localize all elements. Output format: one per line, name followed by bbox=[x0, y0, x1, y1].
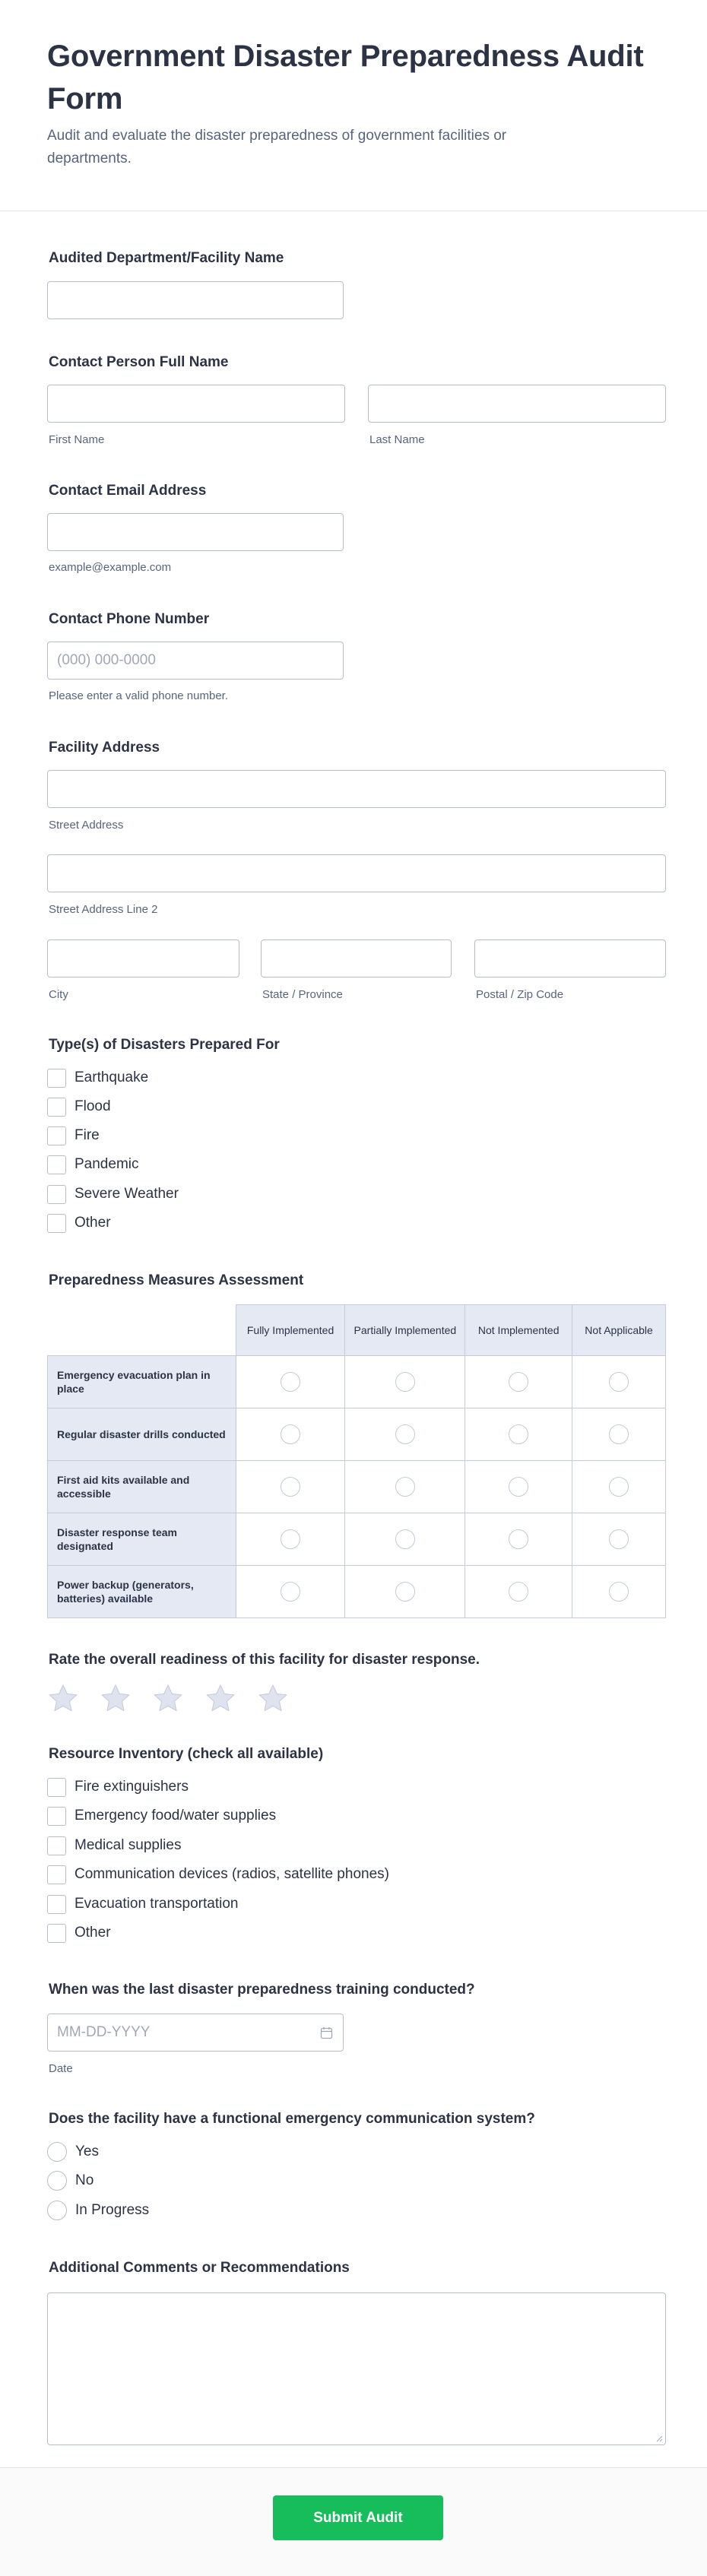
option-label: Pandemic bbox=[75, 1156, 139, 1172]
measures-matrix bbox=[47, 1304, 666, 1618]
matrix-cell[interactable] bbox=[236, 1356, 345, 1408]
measures-label: Preparedness Measures Assessment bbox=[49, 1272, 304, 1288]
checkbox[interactable] bbox=[47, 1069, 66, 1088]
matrix-radio[interactable] bbox=[609, 1582, 629, 1602]
checkbox[interactable] bbox=[47, 1126, 66, 1145]
resources-label: Resource Inventory (check all available) bbox=[49, 1746, 324, 1762]
star-icon[interactable] bbox=[257, 1683, 289, 1715]
option-label: Earthquake bbox=[75, 1069, 149, 1085]
department-input[interactable] bbox=[47, 281, 344, 319]
matrix-radio[interactable] bbox=[609, 1372, 629, 1392]
disaster-option[interactable] bbox=[47, 1212, 111, 1234]
resource-option[interactable] bbox=[47, 1835, 181, 1856]
checkbox[interactable] bbox=[47, 1778, 66, 1797]
matrix-row-header: Emergency evacuation plan in place bbox=[48, 1356, 236, 1408]
last-name-input[interactable] bbox=[368, 385, 666, 423]
matrix-row bbox=[48, 1566, 666, 1618]
matrix-radio[interactable] bbox=[395, 1477, 415, 1497]
matrix-cell[interactable] bbox=[345, 1461, 465, 1513]
city-input[interactable] bbox=[47, 939, 239, 977]
last-name-sublabel: Last Name bbox=[369, 433, 425, 446]
matrix-row-header: Disaster response team designated bbox=[48, 1513, 236, 1566]
matrix-cell[interactable] bbox=[465, 1408, 572, 1461]
option-label: No bbox=[75, 2172, 94, 2188]
disaster-option[interactable] bbox=[47, 1125, 100, 1146]
email-input[interactable] bbox=[47, 513, 344, 551]
checkbox[interactable] bbox=[47, 1098, 66, 1117]
matrix-column-header: Not Applicable bbox=[572, 1305, 666, 1356]
matrix-radio[interactable] bbox=[609, 1424, 629, 1444]
matrix-cell[interactable] bbox=[572, 1461, 666, 1513]
first-name-input[interactable] bbox=[47, 385, 345, 423]
zip-sublabel: Postal / Zip Code bbox=[476, 988, 564, 1001]
checkbox[interactable] bbox=[47, 1836, 66, 1855]
communication-option[interactable] bbox=[47, 2170, 94, 2191]
matrix-radio[interactable] bbox=[281, 1424, 300, 1444]
resource-option[interactable] bbox=[47, 1893, 238, 1915]
matrix-radio[interactable] bbox=[509, 1477, 528, 1497]
form-subtitle: Audit and evaluate the disaster preparedness of government facilities or departments. bbox=[47, 128, 507, 166]
matrix-cell[interactable] bbox=[345, 1566, 465, 1618]
disaster-option[interactable] bbox=[47, 1154, 139, 1175]
training-label: When was the last disaster preparedness training conducted? bbox=[49, 1982, 475, 1998]
matrix-radio[interactable] bbox=[395, 1529, 415, 1549]
checkbox[interactable] bbox=[47, 1865, 66, 1884]
phone-placeholder: (000) 000-0000 bbox=[57, 652, 156, 668]
resource-option[interactable] bbox=[47, 1864, 389, 1885]
matrix-row bbox=[48, 1461, 666, 1513]
disaster-option[interactable] bbox=[47, 1067, 148, 1088]
matrix-cell[interactable] bbox=[236, 1461, 345, 1513]
matrix-corner bbox=[48, 1305, 236, 1356]
option-label: Communication devices (radios, satellite phones) bbox=[75, 1866, 389, 1882]
matrix-cell[interactable] bbox=[236, 1408, 345, 1461]
resize-handle-icon[interactable] bbox=[655, 2435, 663, 2442]
disaster-option[interactable] bbox=[47, 1096, 111, 1117]
option-label: In Progress bbox=[75, 2202, 150, 2218]
checkbox[interactable] bbox=[47, 1924, 66, 1943]
zip-input[interactable] bbox=[474, 939, 666, 977]
matrix-cell[interactable] bbox=[572, 1566, 666, 1618]
street-sublabel: Street Address bbox=[49, 819, 124, 832]
checkbox[interactable] bbox=[47, 1185, 66, 1204]
matrix-column-header: Partially Implemented bbox=[345, 1305, 465, 1356]
disaster-option[interactable] bbox=[47, 1183, 179, 1205]
matrix-row-header: First aid kits available and accessible bbox=[48, 1461, 236, 1513]
checkbox[interactable] bbox=[47, 1895, 66, 1914]
street2-sublabel: Street Address Line 2 bbox=[49, 903, 158, 916]
matrix-radio[interactable] bbox=[395, 1582, 415, 1602]
comments-label: Additional Comments or Recommendations bbox=[49, 2260, 350, 2276]
matrix-radio[interactable] bbox=[281, 1477, 300, 1497]
option-label: Emergency food/water supplies bbox=[75, 1808, 277, 1823]
communication-option[interactable] bbox=[47, 2141, 99, 2163]
matrix-cell[interactable] bbox=[572, 1408, 666, 1461]
street-input[interactable] bbox=[47, 770, 666, 808]
address-label: Facility Address bbox=[49, 740, 160, 756]
date-placeholder: MM-DD-YYYY bbox=[57, 2024, 151, 2040]
disasters-label: Type(s) of Disasters Prepared For bbox=[49, 1037, 280, 1053]
option-label: Fire bbox=[75, 1127, 100, 1143]
radio-button[interactable] bbox=[47, 2171, 67, 2191]
resource-option[interactable] bbox=[47, 1805, 276, 1827]
matrix-cell[interactable] bbox=[465, 1356, 572, 1408]
star-icon[interactable] bbox=[47, 1683, 79, 1715]
matrix-row-header: Power backup (generators, batteries) available bbox=[48, 1566, 236, 1618]
training-date-input[interactable] bbox=[47, 2014, 344, 2052]
option-label: Flood bbox=[75, 1098, 111, 1114]
matrix-radio[interactable] bbox=[509, 1372, 528, 1392]
rating-label: Rate the overall readiness of this facility for disaster response. bbox=[49, 1652, 480, 1668]
communication-option[interactable] bbox=[47, 2200, 149, 2221]
matrix-cell[interactable] bbox=[572, 1513, 666, 1566]
state-sublabel: State / Province bbox=[262, 988, 343, 1001]
option-label: Severe Weather bbox=[75, 1186, 179, 1202]
matrix-column-header: Not Implemented bbox=[465, 1305, 572, 1356]
matrix-column-header: Fully Implemented bbox=[236, 1305, 345, 1356]
matrix-cell[interactable] bbox=[465, 1513, 572, 1566]
star-icon[interactable] bbox=[152, 1683, 184, 1715]
matrix-cell[interactable] bbox=[572, 1356, 666, 1408]
option-label: Other bbox=[75, 1925, 111, 1941]
matrix-radio[interactable] bbox=[609, 1529, 629, 1549]
matrix-radio[interactable] bbox=[509, 1424, 528, 1444]
date-sublabel: Date bbox=[49, 2062, 73, 2075]
matrix-cell[interactable] bbox=[345, 1408, 465, 1461]
option-label: Yes bbox=[75, 2143, 99, 2159]
matrix-radio[interactable] bbox=[395, 1424, 415, 1444]
matrix-radio[interactable] bbox=[509, 1582, 528, 1602]
matrix-radio[interactable] bbox=[281, 1529, 300, 1549]
radio-button[interactable] bbox=[47, 2142, 67, 2162]
city-sublabel: City bbox=[49, 988, 68, 1001]
radio-button[interactable] bbox=[47, 2201, 67, 2220]
option-label: Fire extinguishers bbox=[75, 1779, 189, 1795]
checkbox[interactable] bbox=[47, 1214, 66, 1233]
street2-input[interactable] bbox=[47, 854, 666, 892]
option-label: Medical supplies bbox=[75, 1837, 182, 1853]
checkbox[interactable] bbox=[47, 1807, 66, 1826]
phone-label: Contact Phone Number bbox=[49, 611, 210, 627]
star-rating bbox=[47, 1683, 309, 1715]
matrix-row bbox=[48, 1356, 666, 1408]
matrix-radio[interactable] bbox=[281, 1372, 300, 1392]
matrix-cell[interactable] bbox=[345, 1356, 465, 1408]
email-sublabel: example@example.com bbox=[49, 561, 172, 574]
form-header bbox=[0, 0, 707, 211]
matrix-row bbox=[48, 1408, 666, 1461]
phone-sublabel: Please enter a valid phone number. bbox=[49, 689, 228, 702]
resource-option[interactable] bbox=[47, 1776, 189, 1798]
matrix-radio[interactable] bbox=[509, 1529, 528, 1549]
matrix-cell[interactable] bbox=[236, 1566, 345, 1618]
calendar-icon[interactable] bbox=[320, 2026, 333, 2039]
matrix-radio[interactable] bbox=[281, 1582, 300, 1602]
department-label: Audited Department/Facility Name bbox=[49, 250, 284, 266]
matrix-row bbox=[48, 1513, 666, 1566]
submit-button[interactable]: Submit Audit bbox=[273, 2495, 443, 2540]
contact-name-label: Contact Person Full Name bbox=[49, 354, 229, 370]
communication-label: Does the facility have a functional emergency communication system? bbox=[49, 2111, 535, 2127]
email-label: Contact Email Address bbox=[49, 483, 207, 499]
phone-input[interactable] bbox=[47, 642, 344, 680]
matrix-row-header: Regular disaster drills conducted bbox=[48, 1408, 236, 1461]
matrix-cell[interactable] bbox=[465, 1566, 572, 1618]
matrix-cell[interactable] bbox=[345, 1513, 465, 1566]
matrix-radio[interactable] bbox=[395, 1372, 415, 1392]
star-icon[interactable] bbox=[100, 1683, 132, 1715]
matrix-cell[interactable] bbox=[465, 1461, 572, 1513]
comments-textarea[interactable] bbox=[47, 2292, 666, 2445]
form-title: Government Disaster Preparedness Audit Form bbox=[47, 40, 644, 116]
state-input[interactable] bbox=[261, 939, 452, 977]
option-label: Other bbox=[75, 1215, 111, 1231]
matrix-radio[interactable] bbox=[609, 1477, 629, 1497]
first-name-sublabel: First Name bbox=[49, 433, 105, 446]
option-label: Evacuation transportation bbox=[75, 1896, 239, 1912]
star-icon[interactable] bbox=[204, 1683, 236, 1715]
matrix-cell[interactable] bbox=[236, 1513, 345, 1566]
checkbox[interactable] bbox=[47, 1155, 66, 1174]
matrix-header-row bbox=[48, 1305, 666, 1356]
resource-option[interactable] bbox=[47, 1922, 111, 1944]
